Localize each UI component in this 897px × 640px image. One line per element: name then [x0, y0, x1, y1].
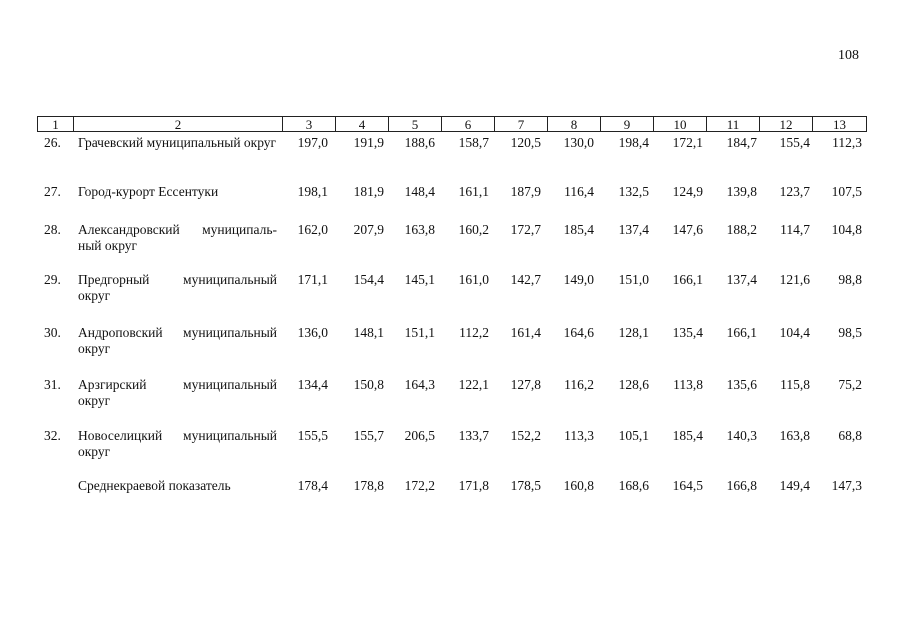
value-cell: 142,7: [510, 272, 541, 287]
value-cell: 136,0: [297, 325, 328, 340]
value-cell: 172,1: [672, 135, 703, 150]
value-cell: 132,5: [618, 184, 649, 199]
value-cell: 152,2: [510, 428, 541, 443]
value-cell: 115,8: [780, 377, 810, 392]
value-cell: 112,3: [832, 135, 862, 150]
row-number: 29.: [44, 272, 61, 287]
value-cell: 181,9: [353, 184, 384, 199]
value-cell: 147,6: [672, 222, 703, 237]
value-cell: 198,1: [297, 184, 328, 199]
header-cell-2: 2: [73, 116, 282, 132]
header-cell-1: 1: [37, 116, 73, 132]
value-cell: 184,7: [726, 135, 757, 150]
value-cell: 149,0: [563, 272, 594, 287]
row-number: 31.: [44, 377, 61, 392]
value-cell: 164,5: [672, 478, 703, 493]
value-cell: 171,1: [297, 272, 328, 287]
value-cell: 187,9: [510, 184, 541, 199]
row-number: 27.: [44, 184, 61, 199]
value-cell: 163,8: [779, 428, 810, 443]
value-cell: 133,7: [458, 428, 489, 443]
header-cell-9: 9: [600, 116, 653, 132]
value-cell: 149,4: [779, 478, 810, 493]
value-cell: 135,6: [726, 377, 757, 392]
row-number: 30.: [44, 325, 61, 340]
value-cell: 147,3: [831, 478, 862, 493]
value-cell: 158,7: [458, 135, 489, 150]
page-number: 108: [838, 48, 859, 63]
value-cell: 112,2: [459, 325, 489, 340]
header-cell-3: 3: [282, 116, 335, 132]
value-cell: 166,8: [726, 478, 757, 493]
value-cell: 178,5: [510, 478, 541, 493]
value-cell: 162,0: [297, 222, 328, 237]
value-cell: 151,0: [618, 272, 649, 287]
value-cell: 178,8: [353, 478, 384, 493]
value-cell: 139,8: [726, 184, 757, 199]
header-cell-6: 6: [441, 116, 494, 132]
value-cell: 116,2: [564, 377, 594, 392]
value-cell: 140,3: [726, 428, 757, 443]
row-number: 26.: [44, 135, 61, 150]
header-cell-10: 10: [653, 116, 706, 132]
header-cell-7: 7: [494, 116, 547, 132]
value-cell: 198,4: [618, 135, 649, 150]
value-cell: 98,5: [838, 325, 862, 340]
value-cell: 124,9: [672, 184, 703, 199]
value-cell: 166,1: [672, 272, 703, 287]
value-cell: 113,3: [564, 428, 594, 443]
value-cell: 166,1: [726, 325, 757, 340]
value-cell: 127,8: [510, 377, 541, 392]
value-cell: 151,1: [404, 325, 435, 340]
row-name: Александровский муниципаль-ный округ: [78, 222, 277, 253]
value-cell: 134,4: [297, 377, 328, 392]
value-cell: 104,4: [779, 325, 810, 340]
value-cell: 116,4: [564, 184, 594, 199]
value-cell: 75,2: [838, 377, 862, 392]
row-name: Город-курорт Ессентуки: [78, 184, 219, 199]
value-cell: 128,6: [618, 377, 649, 392]
value-cell: 161,0: [458, 272, 489, 287]
value-cell: 104,8: [831, 222, 862, 237]
value-cell: 128,1: [618, 325, 649, 340]
value-cell: 168,6: [618, 478, 649, 493]
row-name: Предгорный муниципальный округ: [78, 272, 277, 303]
value-cell: 164,3: [404, 377, 435, 392]
value-cell: 207,9: [353, 222, 384, 237]
value-cell: 172,2: [404, 478, 435, 493]
value-cell: 188,6: [404, 135, 435, 150]
value-cell: 121,6: [779, 272, 810, 287]
row-name: Среднекраевой показатель: [78, 478, 231, 493]
value-cell: 172,7: [510, 222, 541, 237]
value-cell: 137,4: [726, 272, 757, 287]
value-cell: 154,4: [353, 272, 384, 287]
value-cell: 185,4: [672, 428, 703, 443]
value-cell: 68,8: [838, 428, 862, 443]
row-number: 32.: [44, 428, 61, 443]
value-cell: 114,7: [780, 222, 810, 237]
row-number: 28.: [44, 222, 61, 237]
row-name: Новоселицкий муниципальный округ: [78, 428, 277, 459]
value-cell: 130,0: [563, 135, 594, 150]
row-name: Арзгирский муниципальный округ: [78, 377, 277, 408]
header-cell-13: 13: [812, 116, 867, 132]
header-cell-4: 4: [335, 116, 388, 132]
value-cell: 160,8: [563, 478, 594, 493]
value-cell: 163,8: [404, 222, 435, 237]
value-cell: 137,4: [618, 222, 649, 237]
value-cell: 123,7: [779, 184, 810, 199]
value-cell: 197,0: [297, 135, 328, 150]
value-cell: 161,1: [458, 184, 489, 199]
value-cell: 107,5: [831, 184, 862, 199]
value-cell: 150,8: [353, 377, 384, 392]
header-cell-5: 5: [388, 116, 441, 132]
value-cell: 178,4: [297, 478, 328, 493]
value-cell: 160,2: [458, 222, 489, 237]
value-cell: 164,6: [563, 325, 594, 340]
value-cell: 171,8: [458, 478, 489, 493]
value-cell: 113,8: [673, 377, 703, 392]
value-cell: 135,4: [672, 325, 703, 340]
value-cell: 148,1: [353, 325, 384, 340]
row-name: Грачевский муниципальный округ: [78, 135, 277, 150]
header-cell-11: 11: [706, 116, 759, 132]
value-cell: 155,4: [779, 135, 810, 150]
value-cell: 105,1: [618, 428, 649, 443]
value-cell: 185,4: [563, 222, 594, 237]
header-cell-12: 12: [759, 116, 812, 132]
value-cell: 155,7: [353, 428, 384, 443]
value-cell: 122,1: [458, 377, 489, 392]
value-cell: 191,9: [353, 135, 384, 150]
value-cell: 155,5: [297, 428, 328, 443]
value-cell: 145,1: [404, 272, 435, 287]
row-name: Андроповский муниципальный округ: [78, 325, 277, 356]
value-cell: 188,2: [726, 222, 757, 237]
value-cell: 120,5: [510, 135, 541, 150]
value-cell: 206,5: [404, 428, 435, 443]
header-cell-8: 8: [547, 116, 600, 132]
value-cell: 161,4: [510, 325, 541, 340]
value-cell: 148,4: [404, 184, 435, 199]
value-cell: 98,8: [838, 272, 862, 287]
